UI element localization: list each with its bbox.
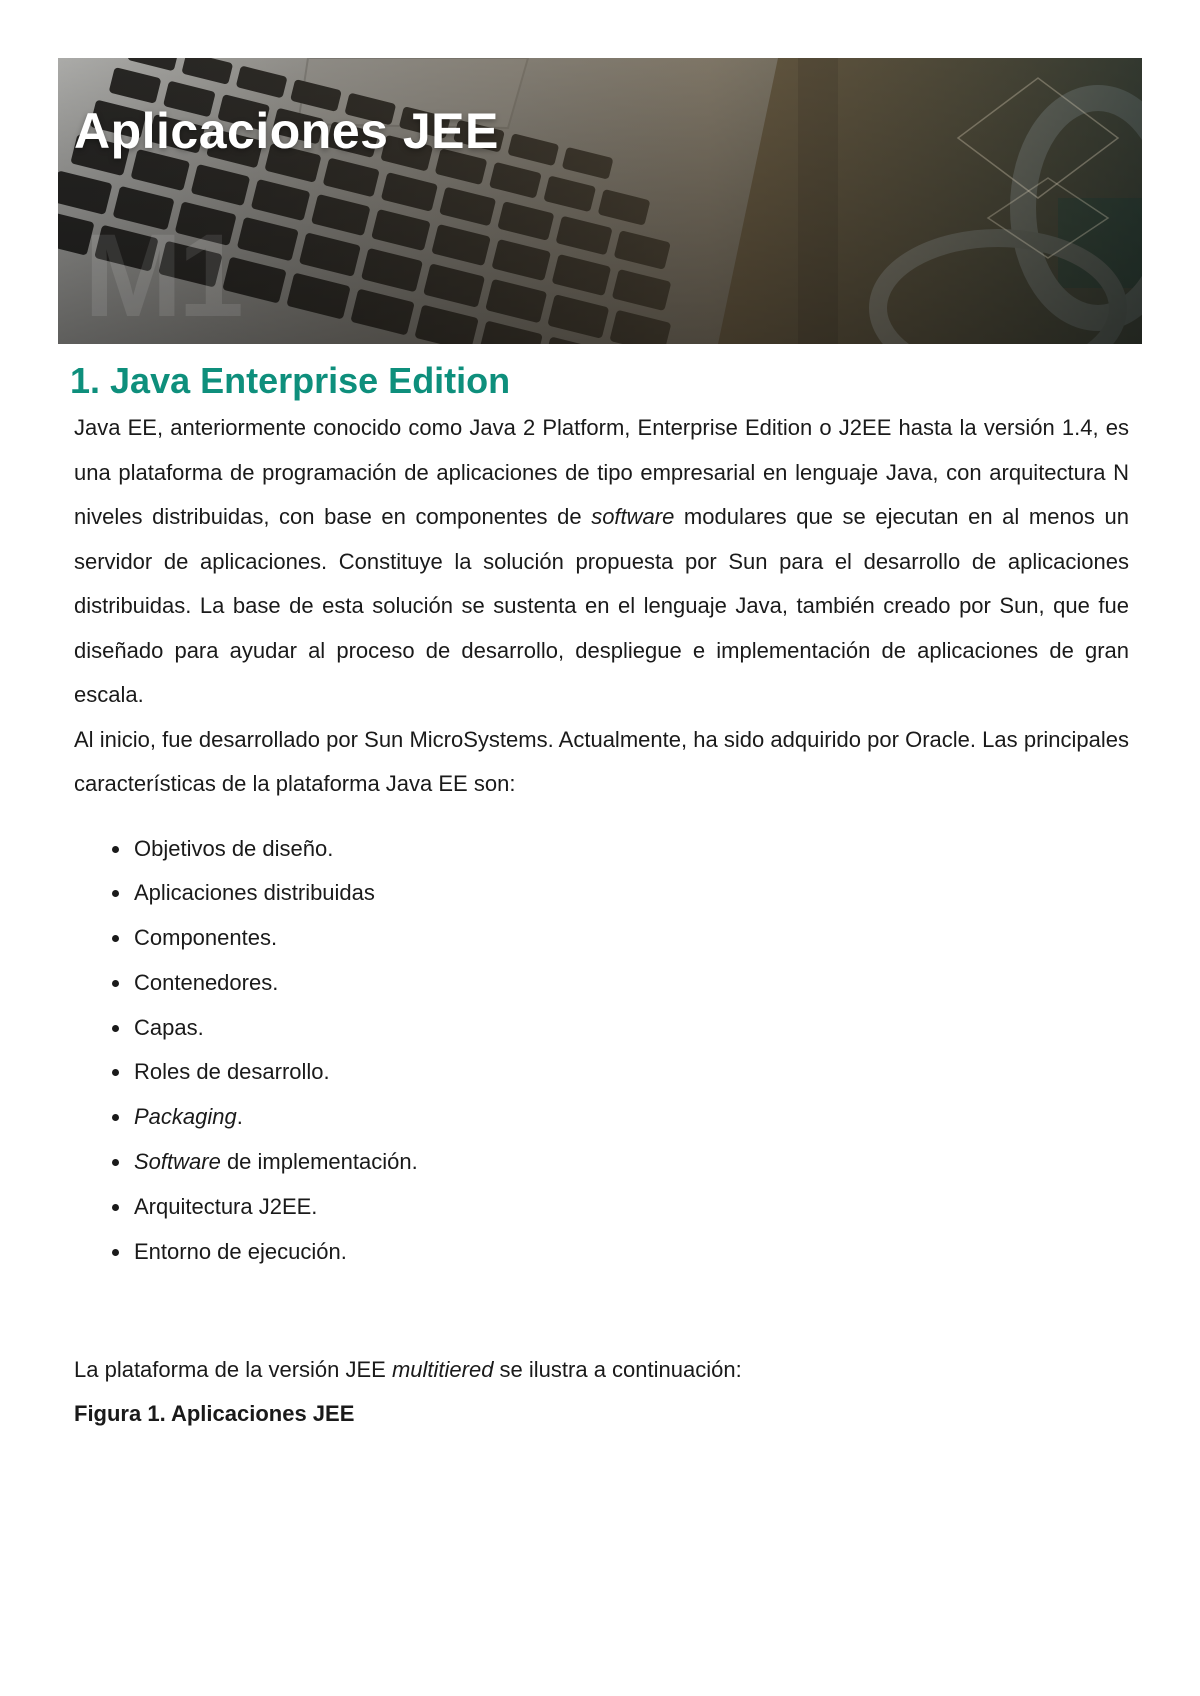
- list-item: Capas.: [134, 1006, 1129, 1051]
- intro-paragraph: [74, 406, 1129, 718]
- list-item: Entorno de ejecución.: [134, 1230, 1129, 1275]
- features-intro-paragraph: Al inicio, fue desarrollado por Sun MicroSystems. Actualmente, ha sido adquirido por Oracle. Las principales características de la plataforma Java EE son:: [74, 726, 1129, 796]
- figure-intro-paragraph: La plataforma de la versión JEE multitiered se ilustra a continuación:: [74, 1357, 742, 1383]
- main-content: [70, 360, 1129, 1436]
- intro-text-part1: Java EE, anteriormente conocido como Java 2 Platform, Enterprise Edition o J2EE hasta la versión 1.4, es una plataforma de programación de aplicaciones de tipo empresarial en lenguaje Java, con arquitectura N niveles distribuidas, con base en componentes de: [74, 415, 1129, 529]
- list-item: Componentes.: [134, 916, 1129, 961]
- figure-intro-emphasis: multitiered: [391, 1357, 494, 1383]
- module-watermark: M1: [84, 210, 240, 342]
- bullet-icon: [112, 1114, 119, 1121]
- bullet-icon: [112, 1204, 119, 1211]
- figure-caption: Figura 1. Aplicaciones JEE: [74, 1401, 355, 1427]
- intro-text-emphasis: software: [591, 504, 675, 529]
- bullet-icon: [112, 846, 119, 853]
- bullet-icon: [112, 1025, 119, 1032]
- bullet-icon: [112, 1159, 119, 1166]
- intro-text-part2: modulares que se ejecutan en al menos un servidor de aplicaciones. Constituye la solución propuesta por Sun para el desarrollo de aplicaciones distribuidas. La base de esta solución se sustenta en el lenguaje Java, también creado por Sun, que fue diseñado para ayudar al proceso de desarrollo, despliegue e implementación de aplicaciones de gran escala.: [74, 504, 1129, 707]
- page-title: Aplicaciones JEE: [74, 103, 499, 159]
- list-item: Packaging.: [134, 1095, 1129, 1140]
- bullet-icon: [112, 980, 119, 987]
- features-list: [74, 827, 1129, 1275]
- bullet-icon: [112, 1249, 119, 1256]
- section-heading: 1. Java Enterprise Edition: [70, 360, 511, 401]
- bullet-icon: [112, 890, 119, 897]
- list-item: Objetivos de diseño.: [134, 827, 1129, 872]
- bullet-icon: [112, 935, 119, 942]
- list-item: Aplicaciones distribuidas: [134, 871, 1129, 916]
- list-item: Roles de desarrollo.: [134, 1050, 1129, 1095]
- header-banner: [58, 58, 1142, 344]
- bullet-icon: [112, 1069, 119, 1076]
- list-item: Software de implementación.: [134, 1140, 1129, 1185]
- list-item: Contenedores.: [134, 961, 1129, 1006]
- list-item: Arquitectura J2EE.: [134, 1185, 1129, 1230]
